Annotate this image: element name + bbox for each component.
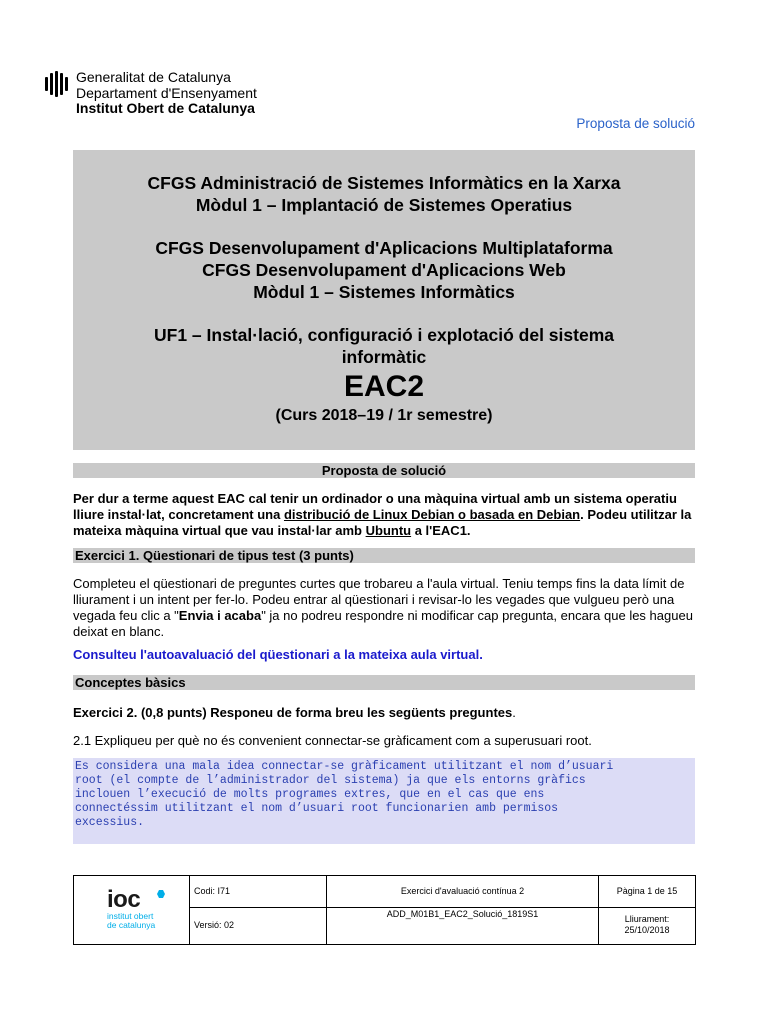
section-bar-proposta: Proposta de solució [73, 463, 695, 478]
concepts-heading: Conceptes bàsics [73, 675, 695, 690]
eac-title: EAC2 [343, 370, 425, 403]
intro-paragraph [73, 491, 695, 539]
ubuntu-link[interactable]: Ubuntu [365, 523, 412, 538]
autoavaluacio-note: Consulteu l'autoavaluació del qüestionari a la mateixa aula virtual. [73, 647, 483, 662]
title-line: Mòdul 1 – Sistemes Informàtics [253, 282, 515, 302]
intro-text: . Podeu utilitzar la mateixa màquina virtual que vau instal·lar amb [73, 507, 692, 538]
title-line: Mòdul 1 – Implantació de Sistemes Operatius [195, 195, 573, 215]
footer-exercici: Exercici d'avaluació contínua 2 [400, 886, 525, 896]
answer-line: Es considera una mala idea connectar-se gràficament utilitzant el nom d’usuari [75, 760, 614, 773]
exercise2-heading [73, 705, 695, 721]
title-line: CFGS Desenvolupament d'Aplicacions Web [202, 260, 566, 280]
ioc-logo [107, 888, 155, 930]
ioc-logo-sub: de catalunya [107, 920, 156, 930]
title-line: CFGS Administració de Sistemes Informàtics en la Xarxa [147, 173, 621, 193]
org-line-generalitat: Generalitat de Catalunya [76, 69, 231, 85]
footer-lliurament-label: Lliurament: [624, 914, 670, 924]
proposta-header-label: Proposta de solució [576, 116, 695, 131]
exercise1-text [73, 576, 695, 640]
intro-text: a l'EAC1. [411, 523, 471, 538]
title-box [73, 150, 695, 450]
generalitat-logo-icon [44, 70, 68, 98]
answer-line: inclouen l’execució de molts programes extres, que en el cas que ens [75, 788, 545, 801]
exercise2-bold: Exercici 2. (0,8 punts) Responeu de forma breu les següents preguntes [73, 705, 513, 720]
title-line: informàtic [341, 347, 427, 367]
org-line-departament: Departament d'Ensenyament [76, 85, 257, 101]
course-label: (Curs 2018–19 / 1r semestre) [275, 407, 493, 424]
org-line-ioc: Institut Obert de Catalunya [76, 100, 255, 116]
footer-codi: Codi: I71 [194, 886, 231, 896]
answer-line: root (el compte de l’administrador del sistema) ja que els entorns gràfics [75, 774, 586, 787]
title-line: UF1 – Instal·lació, configuració i explotació del sistema [154, 325, 614, 345]
intro-text: Per dur a terme aquest EAC cal tenir un ordinador o una màquina virtual amb un sistema operatiu lliure instal·lat, concretament una [73, 491, 677, 522]
exercise1-text-part: " ja no podreu respondre ni modificar cap pregunta, encara que les hagueu deixat en blanc. [73, 608, 693, 639]
ioc-logo-word: ioc [107, 886, 141, 913]
footer-lliurament-date: 25/10/2018 [624, 925, 670, 935]
debian-link[interactable]: distribució de Linux Debian o basada en Debian [283, 507, 581, 522]
exercise1-heading: Exercici 1. Qüestionari de tipus test (3 punts) [73, 548, 695, 563]
exercise1-text-part: Completeu el qüestionari de preguntes curtes que trobareu a l'aula virtual. Teniu temps fins la data límit de lliurament i un intent per fer-lo. Podeu entrar al qüestionari i revisar-lo les vegades que vulgueu però una vegada feu clic a " [73, 576, 685, 623]
exercise2-tail: . [512, 705, 516, 720]
ioc-logo-sub: institut obert [107, 911, 154, 921]
answer-line: excessius. [75, 816, 145, 829]
footer-pagina: Pàgina 1 de 15 [616, 886, 678, 896]
ioc-hexagon-icon [157, 890, 165, 898]
footer-versio: Versió: 02 [194, 920, 235, 930]
exercise1-bold: Envia i acaba [178, 608, 262, 623]
answer-box [73, 758, 695, 844]
answer-line: connectéssim utilitzant el nom d’usuari root funcionarien amb permisos [75, 802, 559, 815]
question-2-1: 2.1 Expliqueu per què no és convenient connectar-se gràficament com a superusuari root. [73, 733, 592, 748]
title-line: CFGS Desenvolupament d'Aplicacions Multiplataforma [155, 238, 613, 258]
footer-filename: ADD_M01B1_EAC2_Solució_1819S1 [386, 909, 539, 919]
footer-table [73, 875, 696, 945]
